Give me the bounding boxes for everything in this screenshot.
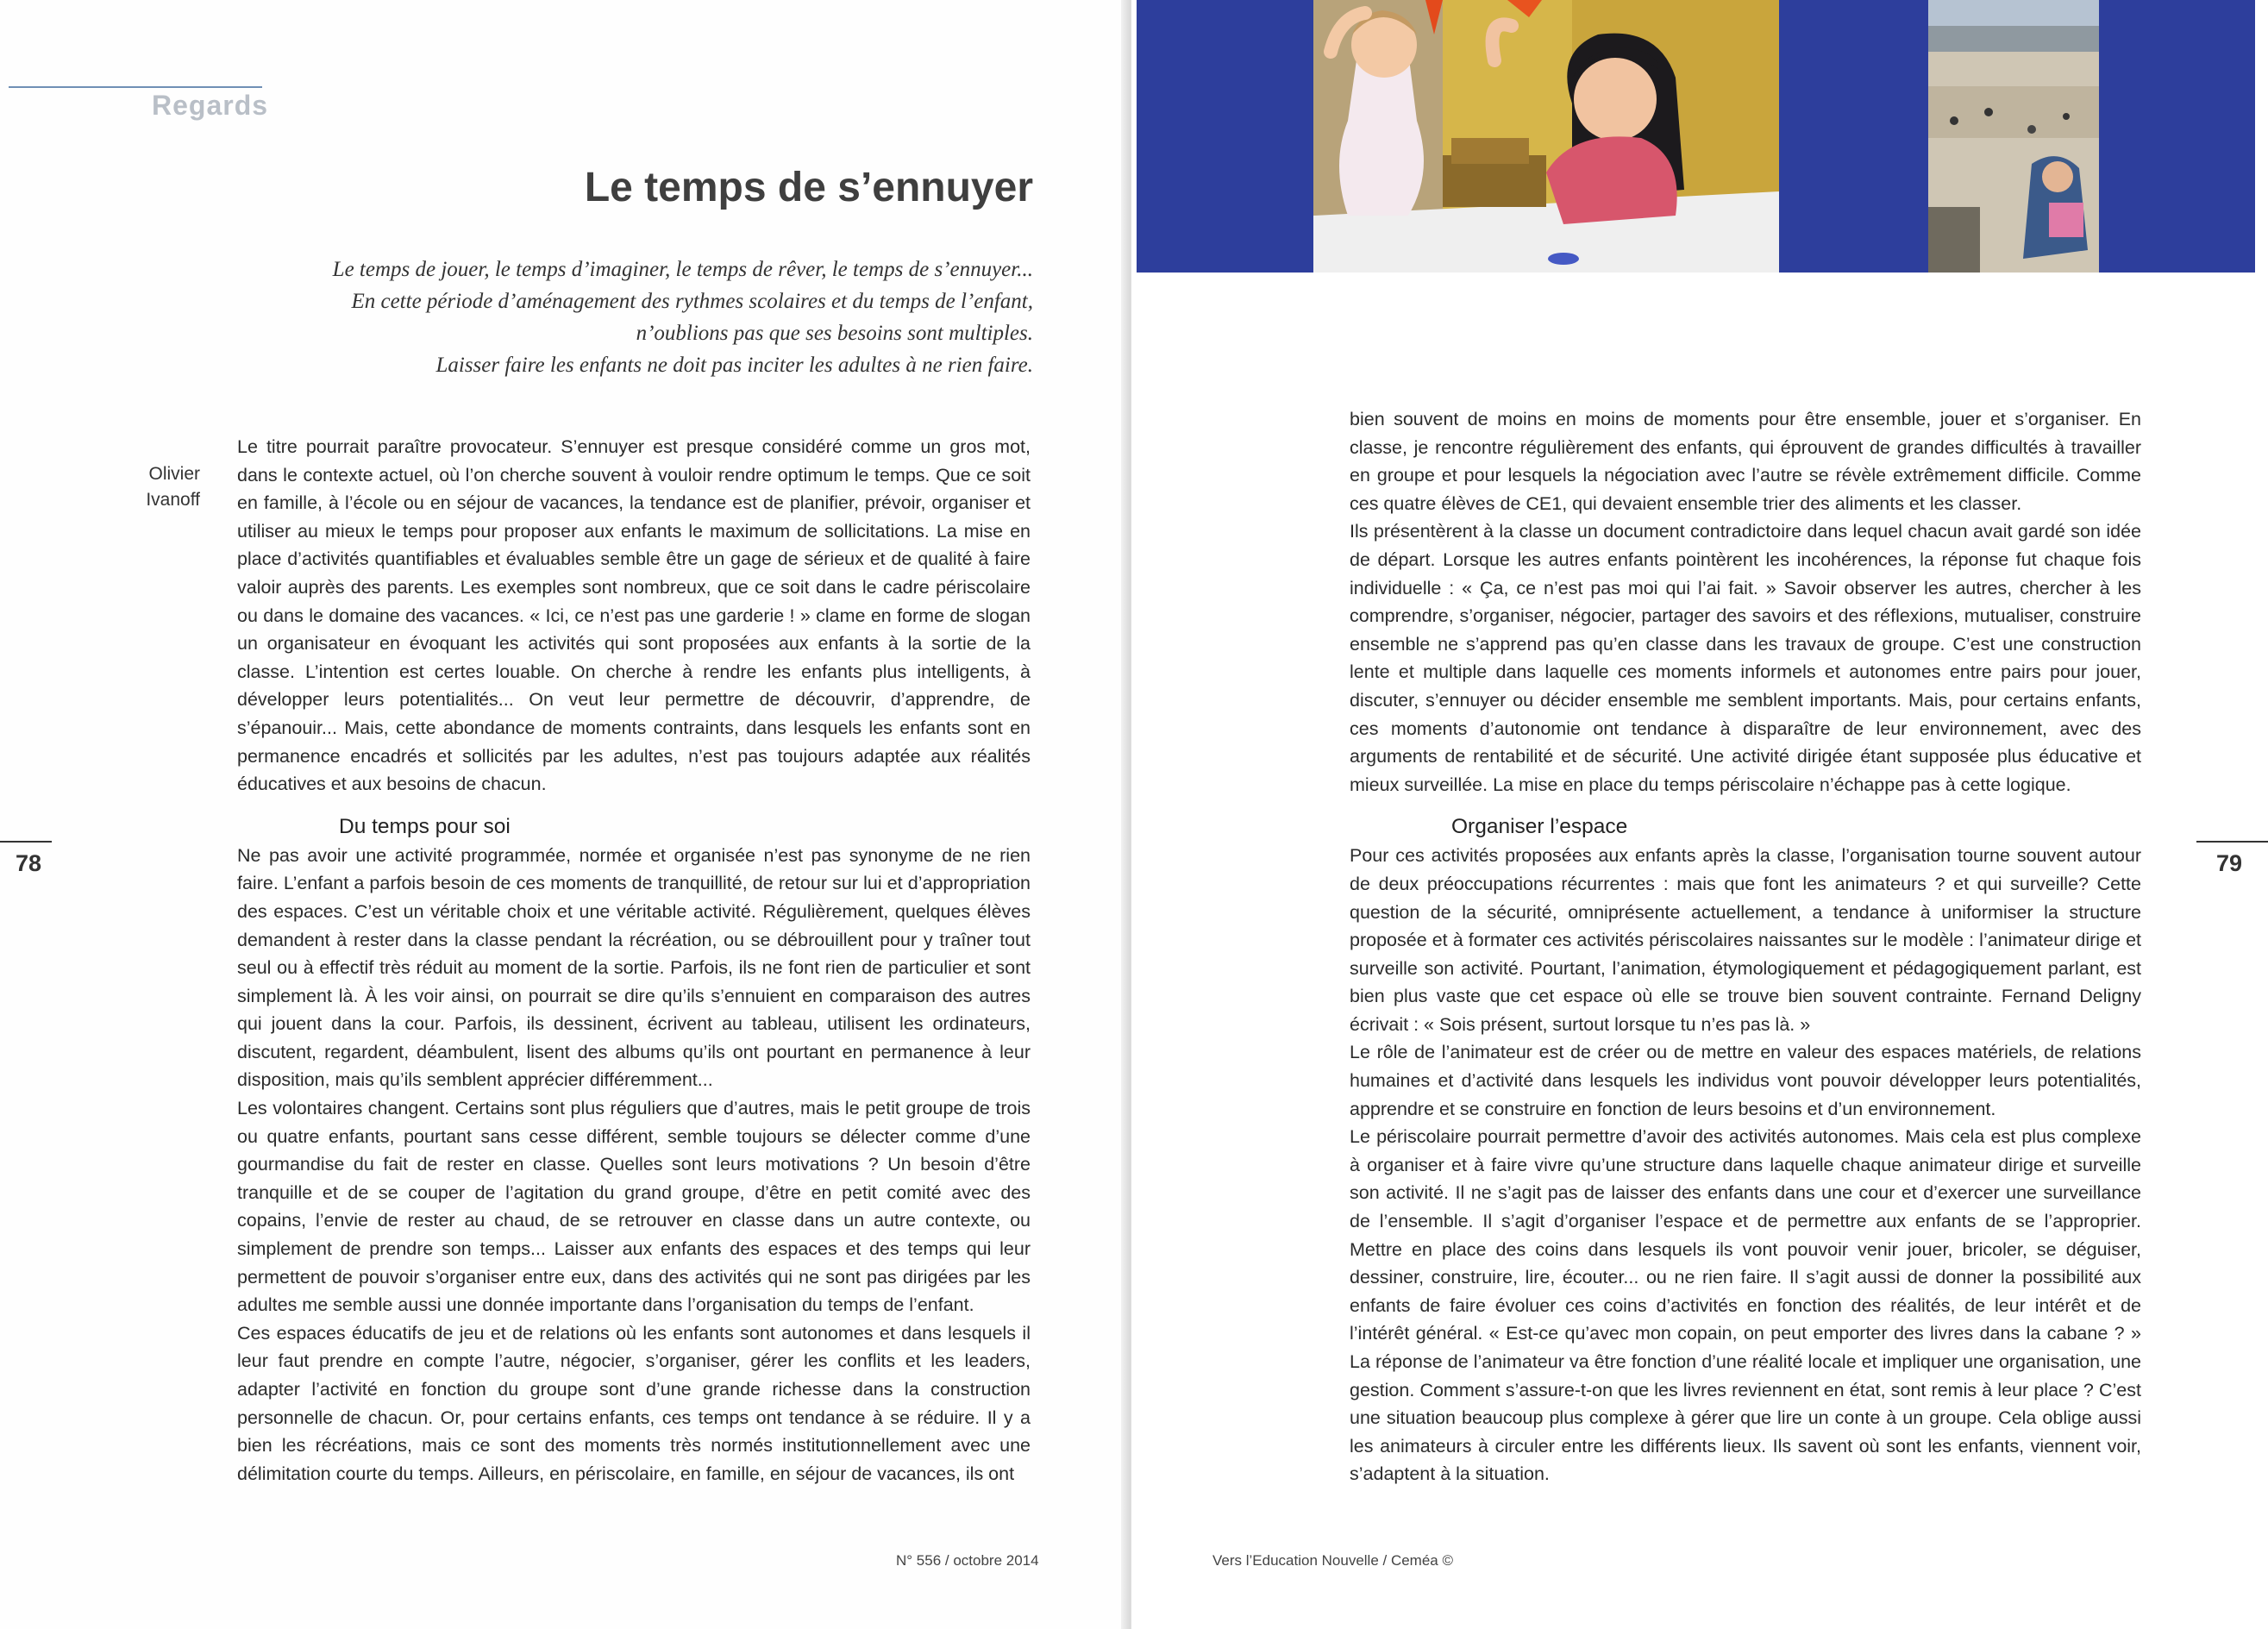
article-standfirst: [216, 254, 1033, 381]
page-number-rule: [0, 841, 52, 843]
author-last-name: Ivanoff: [146, 490, 200, 510]
body-paragraph: Le rôle de l’animateur est de créer ou de mettre en valeur des espaces matériels, de relations humaines et d’activité dans lesquels les individus vont pouvoir développer leurs potentialités, apprendre et se construire en fonction de leurs besoins et d’un environnement.: [1350, 1042, 2141, 1119]
page-number-rule: [2196, 841, 2268, 843]
page-number-right: 79: [2216, 850, 2243, 876]
body-paragraph: Le périscolaire pourrait permettre d’avoir des activités autonomes. Mais cela est plus complexe à organiser et à faire vivre qu’une structure dans laquelle chaque animateur dirige et surveille son activité. Il ne s’agit pas de laisser des enfants dans une cour et d’exercer une surveillance de l’ensemble. Il s’agit d’organiser l’espace et de permettre aux enfants de se l’approprier. Mettre en place des coins dans lesquels ils vont pouvoir venir jouer, bricoler, se déguiser, dessiner, construire, lire, écouter... ou ne rien faire. Il s’agit aussi de donner la possibilité aux enfants de faire évoluer ces coins d’activités en fonction des réalités, de leur intérêt et de l’intérêt général. « Est-ce qu’avec mon copain, on peut emporter des livres dans la cabane ? » La réponse de l’animateur va être fonction d’une réalité locale et impliquer une organisation, une gestion. Comment s’assure-t-on que les livres reviennent en état, sont remis à leur place ? C’est une situation beaucoup plus complexe à gérer que lire un conte à un groupe. Cela oblige aussi les animateurs à circuler entre les différents lieux. Ils savent où sont les enfants, viennent voir, s’adaptent à la situation.: [1350, 1126, 2141, 1485]
footer-issue: N° 556 / octobre 2014: [896, 1552, 1039, 1569]
body-paragraph: Les volontaires changent. Certains sont plus réguliers que d’autres, mais le petit groupe de trois ou quatre enfants, pourtant sans cesse différent, semble toujours se délecter comme d’une gourmandise du fait de rester en classe. Quelles sont leurs motivations ? Un besoin d’être tranquille et de se couper de l’agitation du grand groupe, d’être en petit comité avec des copains, l’envie de rester au chaud, de se retrouver en classe dans un autre contexte, ou simplement de prendre son temps... Laisser aux enfants des espaces et des temps qui leur permettent de pouvoir s’organiser entre eux, dans des activités qui ne sont pas dirigées par les adultes me semble aussi une donnée importante dans l’organisation du temps de l’enfant.: [237, 1098, 1031, 1316]
article-title: Le temps de s’ennuyer: [584, 165, 1033, 210]
footer-publisher: Vers l’Education Nouvelle / Ceméa ©: [1212, 1552, 1453, 1569]
standfirst-line: n’oublions pas que ses besoins sont multiples.: [636, 322, 1033, 345]
section-label: Regards: [152, 90, 269, 121]
body-paragraph: bien souvent de moins en moins de moments pour être ensemble, jouer et s’organiser. En classe, je rencontre régulièrement des enfants, qui éprouvent de grandes difficultés à travailler en groupe et pour lesquels la négociation avec l’autre se révèle extrêmement difficile. Comme ces quatre élèves de CE1, qui devaient ensemble trier des aliments et les classer.: [1350, 409, 2141, 514]
left-page: [0, 0, 1131, 1629]
right-text-column: [1350, 405, 2141, 1488]
left-text-column: [237, 433, 1031, 1488]
intro-paragraph: Le titre pourrait paraître provocateur. S’ennuyer est presque considéré comme un gros mot, dans le contexte actuel, où l’on cherche souvent à vouloir rendre optimum le temps. Que ce soit en famille, à l’école ou en séjour de vacances, la tendance est de planifier, prévoir, organiser et utiliser au mieux le temps pour proposer aux enfants le maximum de sollicitations. La mise en place d’activités quantifiables et évaluables semble être un gage de sérieux et de qualité à faire valoir auprès des parents. Les exemples sont nombreux, que ce soit dans le cadre périscolaire ou dans le domaine des vacances. « Ici, ce n’est pas une garderie ! » clame en forme de slogan un organisateur en évoquant les activités qui sont proposées aux enfants à la sortie de la classe. L’intention est certes louable. On cherche à rendre les enfants plus intelligents, à développer leurs potentialités... On veut leur permettre de découvrir, d’apprendre, de s’épanouir... Mais, cette abondance de moments contraints, dans lesquels les enfants sont en permanence encadrés et sollicités par les adultes, n’est pas toujours adaptée aux réalités éducatives et aux besoins de chacun.: [237, 436, 1031, 795]
standfirst-line: Laisser faire les enfants ne doit pas inciter les adultes à ne rien faire.: [435, 354, 1033, 377]
beach-reading-photo: [1928, 0, 2099, 273]
body-paragraph: Ne pas avoir une activité programmée, normée et organisée n’est pas synonyme de ne rien faire. L’enfant a parfois besoin de ces moments de tranquillité, de retour sur lui et d’appropriation des espaces. C’est un véritable choix et une véritable activité. Régulièrement, quelques élèves demandent à rester dans la classe pendant la récréation, ou se débrouillent pour y traîner tout seul ou à effectif très réduit au moment de la sortie. Parfois, ils ne font rien de particulier et sont simplement là. À les voir ainsi, on pourrait se dire qu’ils s’ennuient en comparaison des autres qui jouent dans la cour. Parfois, ils dessinent, écrivent au tableau, utilisent les ordinateurs, discutent, regardent, déambulent, lisent des albums qu’ils ont pourtant en permanence à leur disposition, mais qu’ils semblent apprécier différemment...: [237, 844, 1031, 1091]
body-paragraph: Pour ces activités proposées aux enfants après la classe, l’organisation tourne souvent autour de deux préoccupations récurrentes : mais que font les animateurs ? et qui surveille? Cette question de la sécurité, omniprésente actuellement, a tendance à uniformiser la structure proposée et à formater ces activités périscolaires naissantes sur le modèle : l’animateur dirige et surveille son activité. Pourtant, l’animation, étymologiquement et pédagogiquement parlant, est bien plus vaste que cet espace où elle se trouve bien souvent contrainte. Fernand Deligny écrivait : « Sois présent, surtout lorsque tu n’es pas là. »: [1350, 845, 2141, 1035]
children-crafting-photo: [1313, 0, 1779, 273]
body-paragraph: Ils présentèrent à la classe un document contradictoire dans lequel chacun avait gardé son idée de départ. Lorsque les autres enfants pointèrent les incohérences, la réponse fut chaque fois individuelle : « Ça, ce n’est pas moi qui l’ai fait. » Savoir observer les autres, chercher à les comprendre, s’organiser, négocier, partager des savoirs et des réflexions, mutualiser, construire ensemble ne s’apprend pas qu’en classe dans les travaux de groupe. C’est une construction lente et multiple dans laquelle ces moments informels et autonomes entre pairs pour jouer, discuter, s’ennuyer ou décider ensemble me semblent importants. Mais, pour certains enfants, ces moments d’autonomie ont tendance à disparaître de leur environnement, avec des arguments de rentabilité et de sécurité. Une activité dirigée étant supposée plus éducative et mieux surveillée. La mise en place du temps périscolaire n’échappe pas à cette logique.: [1350, 521, 2141, 795]
author-first-name: Olivier: [148, 464, 200, 484]
author-byline: [135, 461, 200, 513]
page-number-left: 78: [16, 850, 42, 876]
body-paragraph: Ces espaces éducatifs de jeu et de relations où les enfants sont autonomes et dans lesquels il leur faut prendre en compte l’autre, négocier, s’organiser, gérer les conflits et les leaders, adapter l’activité en fonction du groupe sont d’une grande richesse dans la construction personnelle de chacun. Or, pour certains enfants, ces temps ont tendance à se réduire. Il y a bien les récréations, mais ce sont des moments très normés institutionnellement avec une délimitation courte du temps. Ailleurs, en périscolaire, en famille, en séjour de vacances, ils ont: [237, 1322, 1031, 1484]
subheading-organiser-l-espace: Organiser l’espace: [1451, 815, 1628, 839]
standfirst-line: En cette période d’aménagement des rythmes scolaires et du temps de l’enfant,: [351, 290, 1033, 313]
subheading-du-temps-pour-soi: Du temps pour soi: [339, 814, 511, 838]
section-rule: [9, 86, 262, 88]
standfirst-line: Le temps de jouer, le temps d’imaginer, le temps de rêver, le temps de s’ennuyer...: [332, 258, 1033, 281]
